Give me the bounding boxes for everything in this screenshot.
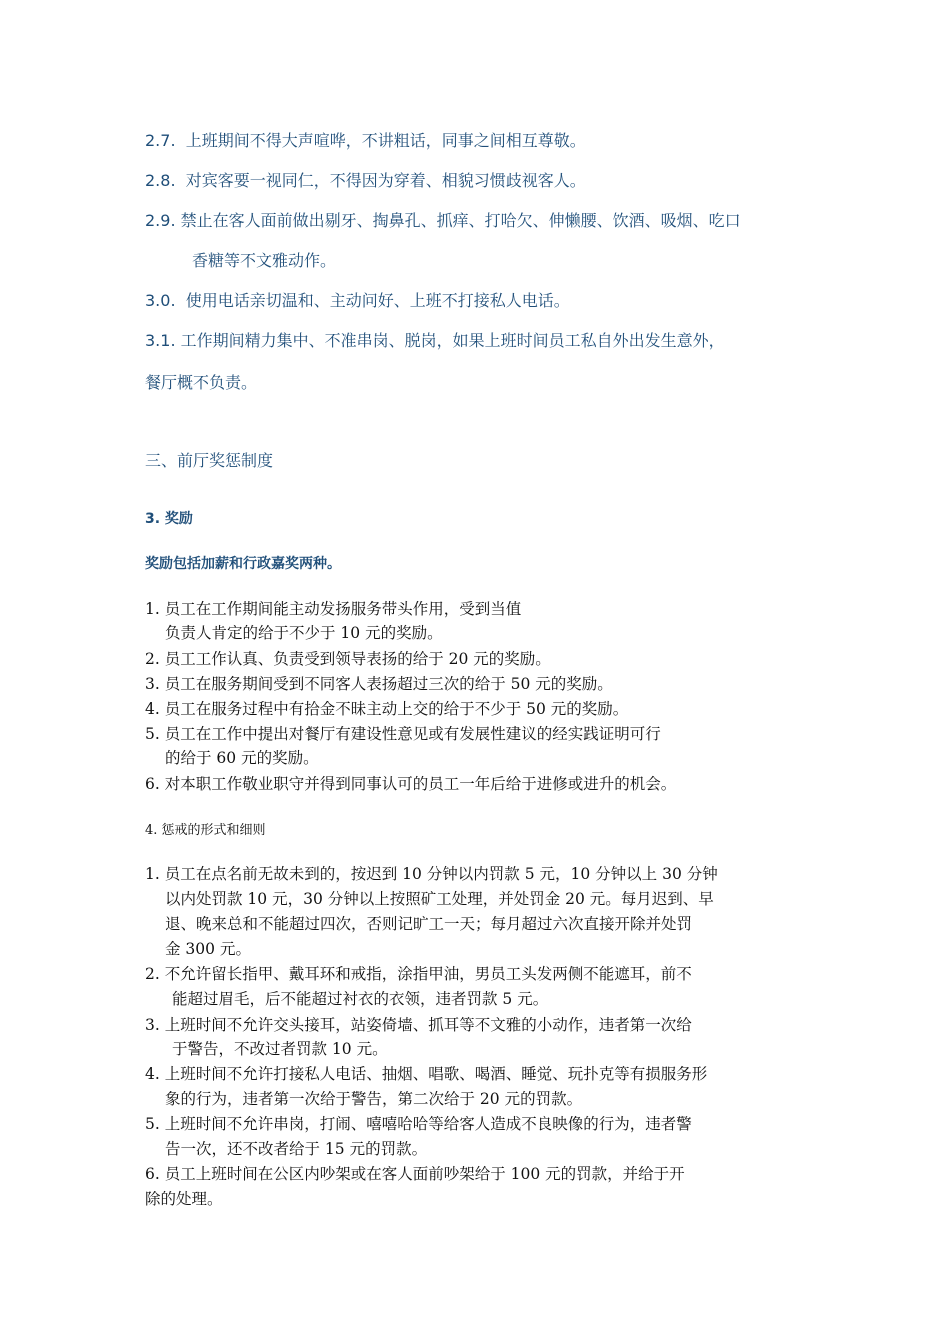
penalty-item-3: 3. 上班时间不允许交头接耳，站姿倚墙、抓耳等不文雅的小动作，违者第一次给 <box>145 1016 692 1034</box>
rule-3-1-continuation: 餐厅概不负责。 <box>145 373 258 392</box>
reward-item-5: 5. 员工在工作中提出对餐厅有建设性意见或有发展性建议的经实践证明可行 <box>145 725 661 743</box>
penalty-item-1-continuation: 以内处罚款 10 元，30 分钟以上按照矿工处理，并处罚金 20 元。每月迟到、早 <box>165 890 714 908</box>
rule-text: 对宾客要一视同仁，不得因为穿着、相貌习惯歧视客人。 <box>185 171 586 190</box>
reward-item-3: 3. 员工在服务期间受到不同客人表扬超过三次的给于 50 元的奖励。 <box>145 675 613 693</box>
penalty-item-6-continuation: 除的处理。 <box>145 1190 223 1208</box>
rule-2-7 <box>145 128 586 151</box>
penalty-item-4-continuation: 象的行为，违者第一次给于警告，第二次给于 20 元的罚款。 <box>165 1090 583 1108</box>
penalty-item-5: 5. 上班时间不允许串岗，打闹、嘻嘻哈哈等给客人造成不良映像的行为，违者警 <box>145 1115 692 1133</box>
penalty-item-1-continuation: 金 300 元。 <box>165 940 251 958</box>
penalty-item-4: 4. 上班时间不允许打接私人电话、抽烟、唱歌、喝酒、睡觉、玩扑克等有损服务形 <box>145 1065 708 1083</box>
penalty-item-3-continuation: 于警告，不改过者罚款 10 元。 <box>172 1040 388 1058</box>
rule-number: 3.1. <box>145 331 176 350</box>
reward-item-4: 4. 员工在服务过程中有拾金不昧主动上交的给于不少于 50 元的奖励。 <box>145 700 629 718</box>
reward-item-1: 1. 员工在工作期间能主动发扬服务带头作用，受到当值 <box>145 600 522 618</box>
section-title: 三、前厅奖惩制度 <box>145 451 274 470</box>
rule-text: 使用电话亲切温和、主动问好、上班不打接私人电话。 <box>185 291 570 310</box>
rule-text: 工作期间精力集中、不准串岗、脱岗，如果上班时间员工私自外出发生意外， <box>180 331 725 350</box>
reward-item-5-continuation: 的给于 60 元的奖励。 <box>165 749 319 767</box>
penalty-item-1: 1. 员工在点名前无故未到的，按迟到 10 分钟以内罚款 5 元，10 分钟以上 30 分钟 <box>145 865 718 883</box>
rule-3-0 <box>145 288 570 311</box>
reward-item-1-continuation: 负责人肯定的给于不少于 10 元的奖励。 <box>165 624 443 642</box>
reward-item-6: 6. 对本职工作敬业职守并得到同事认可的员工一年后给于进修或进升的机会。 <box>145 775 677 793</box>
reward-heading: 3. 奖励 <box>145 511 193 527</box>
penalty-item-1-continuation: 退、晚来总和不能超过四次，否则记旷工一天；每月超过六次直接开除并处罚 <box>165 915 693 933</box>
rule-number: 2.9. <box>145 211 176 230</box>
rule-text: 上班期间不得大声喧哗，不讲粗话，同事之间相互尊敬。 <box>185 131 586 150</box>
penalty-item-2: 2. 不允许留长指甲、戴耳环和戒指，涂指甲油，男员工头发两侧不能遮耳，前不 <box>145 965 692 983</box>
rule-number: 2.8. <box>145 171 176 190</box>
rule-number: 3.0. <box>145 291 176 310</box>
reward-intro: 奖励包括加薪和行政嘉奖两种。 <box>145 556 341 572</box>
rule-number: 2.7. <box>145 131 176 150</box>
rule-text: 禁止在客人面前做出剔牙、掏鼻孔、抓痒、打哈欠、伸懒腰、饮酒、吸烟、吃口 <box>180 211 741 230</box>
rule-2-8 <box>145 168 586 191</box>
penalty-item-6: 6. 员工上班时间在公区内吵架或在客人面前吵架给于 100 元的罚款，并给于开 <box>145 1165 685 1183</box>
rule-2-9-continuation: 香糖等不文雅动作。 <box>192 251 337 270</box>
reward-item-2: 2. 员工工作认真、负责受到领导表扬的给于 20 元的奖励。 <box>145 650 551 668</box>
penalty-heading: 4. 惩戒的形式和细则 <box>145 823 266 838</box>
penalty-item-5-continuation: 告一次，还不改者给于 15 元的罚款。 <box>165 1140 428 1158</box>
rule-2-9 <box>145 208 741 231</box>
penalty-item-2-continuation: 能超过眉毛，后不能超过衬衣的衣领，违者罚款 5 元。 <box>172 990 549 1008</box>
rule-3-1 <box>145 328 725 351</box>
